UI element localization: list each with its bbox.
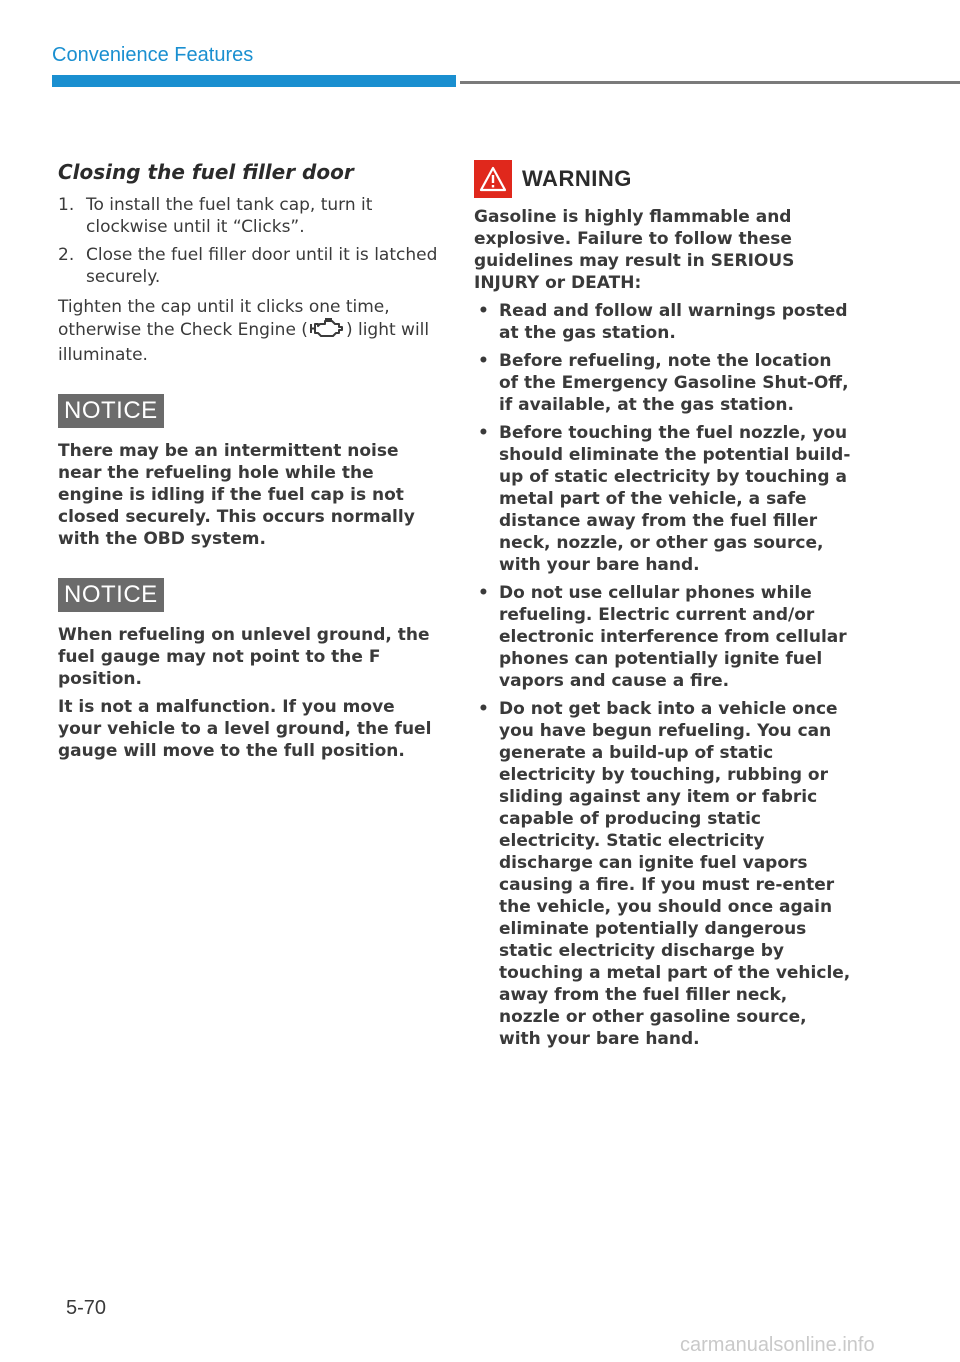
notice-text: When refueling on unlevel ground, the fuel gauge may not point to the F position.	[58, 625, 430, 689]
step-number: 2.	[58, 245, 75, 265]
warning-intro: Gasoline is highly flammable and explosive. Failure to follow these guidelines may result in SERIOUS INJURY or DEATH:	[474, 207, 795, 293]
check-engine-paragraph	[58, 296, 440, 366]
warning-header	[474, 160, 854, 198]
warning-triangle-icon	[474, 160, 512, 198]
closing-fuel-door-heading: Closing the fuel filler door	[58, 160, 354, 184]
warning-column	[474, 160, 854, 1056]
left-column	[58, 160, 440, 762]
warning-label: WARNING	[522, 166, 632, 191]
list-item: • Do not get back into a vehicle once you have begun refueling. You can generate a build-up of static electricity by touching, rubbing or sliding against any item or fabric capable of producing static electricity. Static electricity discharge can ignite fuel vapors causing a fire. If you must re-enter the vehicle, you should once again eliminate potentially dangerous static electricity discharge by touching a metal part of the vehicle, away from the fuel filler neck, nozzle or other gasoline source, with your bare hand.	[474, 698, 854, 1050]
header-rule	[460, 81, 960, 84]
list-item	[58, 194, 440, 238]
notice-text: There may be an intermittent noise near the refueling hole while the engine is idling if the fuel cap is not closed securely. This occurs normally with the OBD system.	[58, 441, 415, 549]
step-text: Close the fuel filler door until it is latched securely.	[86, 245, 438, 287]
step-number: 1.	[58, 195, 75, 215]
notice-refueling-noise	[58, 394, 440, 550]
notice-label: NOTICE	[58, 394, 164, 428]
header-accent-bar	[52, 75, 456, 87]
notice-text: It is not a malfunction. If you move your vehicle to a level ground, the fuel gauge will move to the full position.	[58, 697, 432, 761]
list-item: • Before touching the fuel nozzle, you should eliminate the potential build-up of static electricity by touching a metal part of the vehicle, a safe distance away from the fuel filler neck, nozzle, or other gas source, with your bare hand.	[474, 422, 854, 576]
warning-bullets	[474, 300, 854, 1050]
list-item	[58, 244, 440, 288]
notice-fuel-gauge	[58, 578, 440, 762]
watermark: carmanualsonline.info	[680, 1334, 875, 1356]
step-text: To install the fuel tank cap, turn it clockwise until it “Clicks”.	[86, 195, 373, 237]
list-item: • Before refueling, note the location of the Emergency Gasoline Shut-Off, if available, at the gas station.	[474, 350, 854, 416]
steps-list	[58, 194, 440, 288]
para-text-after: ) light will illuminate.	[58, 320, 430, 365]
check-engine-icon	[308, 318, 346, 344]
list-item: • Do not use cellular phones while refueling. Electric current and/or electronic interference from cellular phones can potentially ignite fuel vapors and cause a fire.	[474, 582, 854, 692]
notice-label: NOTICE	[58, 578, 164, 612]
para-text-before: Tighten the cap until it clicks one time, otherwise the Check Engine (	[58, 297, 390, 340]
section-title: Convenience Features	[52, 44, 254, 66]
list-item: • Read and follow all warnings posted at the gas station.	[474, 300, 854, 344]
page-number: 5-70	[66, 1297, 107, 1319]
